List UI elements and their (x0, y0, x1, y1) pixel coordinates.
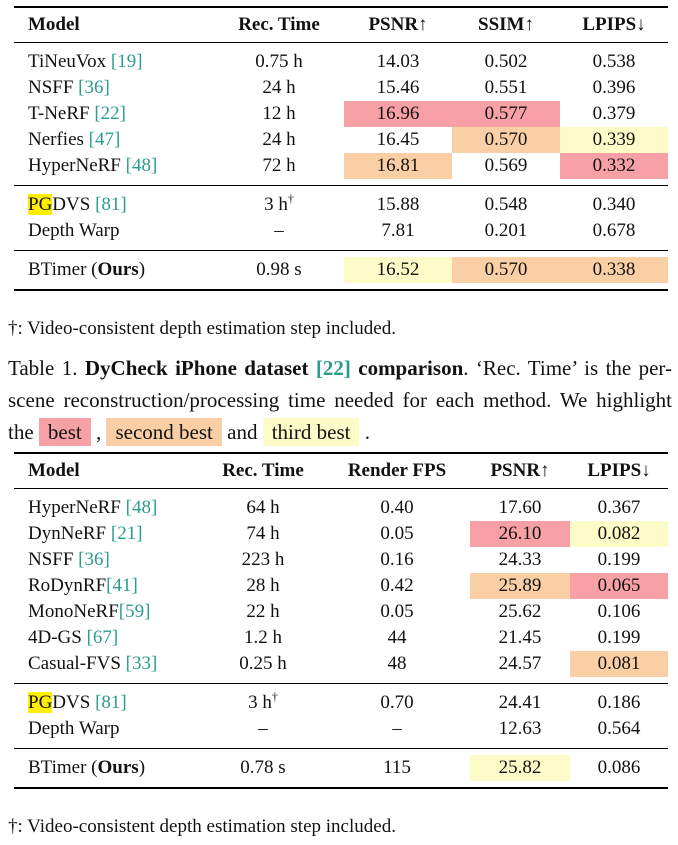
rec-time: 24 h (262, 129, 296, 150)
rec-time: 72 h (262, 155, 296, 176)
model-name: NSFF [36] (28, 77, 110, 98)
table-row (14, 651, 668, 677)
table-row-ours (14, 755, 668, 781)
table-row (14, 573, 668, 599)
model-name: Depth Warp (28, 718, 120, 739)
rec-time: – (274, 220, 284, 241)
model-name: DynNeRF [21] (28, 523, 143, 544)
header-rec-time: Rec. Time (222, 460, 304, 481)
rec-time: 1.2 h (244, 627, 282, 648)
lpips: 0.081 (570, 651, 668, 677)
render-fps: 0.16 (380, 549, 414, 570)
lpips: 0.332 (560, 153, 668, 179)
psnr: 16.52 (344, 257, 452, 283)
render-fps: 0.05 (380, 523, 414, 544)
rec-time: 28 h (246, 575, 280, 596)
rec-time: 0.78 s (240, 757, 286, 778)
rec-time: 24 h (262, 77, 296, 98)
lpips: 0.082 (570, 521, 668, 547)
ssim: 0.577 (452, 101, 560, 127)
model-name: BTimer (Ours) (28, 259, 146, 280)
lpips: 0.379 (592, 103, 636, 124)
psnr: 12.63 (498, 718, 542, 739)
ssim: 0.548 (484, 194, 528, 215)
model-name: BTimer (Ours) (28, 757, 146, 778)
render-fps: 44 (387, 627, 407, 648)
psnr: 25.62 (498, 601, 542, 622)
ssim: 0.570 (452, 127, 560, 153)
render-fps: 0.42 (380, 575, 414, 596)
lpips: 0.065 (570, 573, 668, 599)
render-fps: – (392, 718, 402, 739)
lpips: 0.338 (560, 257, 668, 283)
table-1 (14, 6, 668, 291)
lpips: 0.186 (597, 692, 641, 713)
lpips: 0.086 (597, 757, 641, 778)
rec-time: 223 h (241, 549, 285, 570)
header-render-fps: Render FPS (347, 460, 447, 481)
lpips: 0.396 (592, 77, 636, 98)
psnr: 25.82 (470, 755, 570, 781)
psnr: 26.10 (470, 521, 570, 547)
header-lpips: LPIPS↓ (587, 460, 651, 481)
model-name: 4D-GS [67] (28, 627, 119, 648)
model-name: Nerfies [47] (28, 129, 121, 150)
model-name: Depth Warp (28, 220, 120, 241)
lpips: 0.538 (592, 51, 636, 72)
render-fps: 115 (383, 757, 411, 778)
table-header-row (14, 453, 668, 489)
header-psnr: PSNR↑ (368, 14, 428, 35)
psnr: 24.33 (498, 549, 542, 570)
psnr: 25.89 (470, 573, 570, 599)
table-row (14, 625, 668, 651)
rec-time: 3 h† (264, 191, 294, 215)
table-row (14, 153, 668, 179)
table-row-ours (14, 257, 668, 283)
model-name: PGDVS [81] (28, 692, 127, 713)
lpips: 0.339 (560, 127, 668, 153)
header-model: Model (28, 460, 80, 481)
rec-time: 22 h (246, 601, 280, 622)
psnr: 24.57 (498, 653, 542, 674)
table-1-caption: Table 1. DyCheck iPhone dataset [22] comparison. ‘Rec. Time’ is the per-scene reconstruction/processing time needed for each method. We highlight the best , second best and third best . (8, 356, 672, 444)
model-name: TiNeuVox [19] (28, 51, 143, 72)
header-lpips: LPIPS↓ (582, 14, 646, 35)
rec-time: – (258, 718, 268, 739)
table-row (14, 218, 668, 244)
model-name: HyperNeRF [48] (28, 497, 158, 518)
ssim: 0.201 (484, 220, 528, 241)
header-model: Model (28, 14, 80, 35)
rec-time: 3 h† (248, 689, 278, 713)
table-row (14, 101, 668, 127)
render-fps: 0.70 (380, 692, 414, 713)
lpips: 0.199 (597, 549, 641, 570)
header-psnr: PSNR↑ (490, 460, 550, 481)
legend-second-best: second best (106, 418, 221, 446)
model-name: Casual-FVS [33] (28, 653, 158, 674)
psnr: 16.45 (376, 129, 420, 150)
table-row (14, 547, 668, 573)
table-row (14, 127, 668, 153)
psnr: 7.81 (381, 220, 415, 241)
ssim: 0.569 (484, 155, 528, 176)
rec-time: 64 h (246, 497, 280, 518)
table-row (14, 599, 668, 625)
lpips: 0.106 (597, 601, 641, 622)
psnr: 21.45 (498, 627, 542, 648)
model-name: T-NeRF [22] (28, 103, 126, 124)
render-fps: 48 (387, 653, 407, 674)
lpips: 0.564 (597, 718, 641, 739)
table-2 (14, 452, 668, 789)
table-header-row (14, 7, 668, 43)
model-name: RoDynRF[41] (28, 575, 138, 596)
rec-time: 12 h (262, 103, 296, 124)
lpips: 0.199 (597, 627, 641, 648)
ssim: 0.551 (484, 77, 528, 98)
rec-time: 0.25 h (239, 653, 287, 674)
model-name: PGDVS [81] (28, 194, 127, 215)
ssim: 0.502 (484, 51, 528, 72)
legend-third-best: third best (263, 418, 360, 446)
model-name: MonoNeRF[59] (28, 601, 151, 622)
psnr: 15.88 (376, 194, 420, 215)
psnr: 16.81 (344, 153, 452, 179)
model-name: NSFF [36] (28, 549, 110, 570)
rec-time: 74 h (246, 523, 280, 544)
model-name: HyperNeRF [48] (28, 155, 158, 176)
table-1-footnote: †: Video-consistent depth estimation step included. (8, 318, 396, 339)
lpips: 0.678 (592, 220, 636, 241)
psnr: 14.03 (376, 51, 420, 72)
header-ssim: SSIM↑ (478, 14, 534, 35)
table-row (14, 495, 668, 521)
header-rec-time: Rec. Time (238, 14, 320, 35)
psnr: 16.96 (344, 101, 452, 127)
legend-best: best (39, 418, 91, 446)
ssim: 0.570 (452, 257, 560, 283)
render-fps: 0.05 (380, 601, 414, 622)
table-row (14, 716, 668, 742)
table-2-footnote: †: Video-consistent depth estimation step included. (8, 816, 396, 837)
table-row (14, 690, 668, 716)
rec-time: 0.98 s (256, 259, 302, 280)
table-row (14, 521, 668, 547)
rec-time: 0.75 h (255, 51, 303, 72)
table-row (14, 192, 668, 218)
psnr: 15.46 (376, 77, 420, 98)
render-fps: 0.40 (380, 497, 414, 518)
table-row (14, 75, 668, 101)
psnr: 17.60 (498, 497, 542, 518)
table-row (14, 49, 668, 75)
lpips: 0.367 (597, 497, 641, 518)
lpips: 0.340 (592, 194, 636, 215)
psnr: 24.41 (498, 692, 542, 713)
